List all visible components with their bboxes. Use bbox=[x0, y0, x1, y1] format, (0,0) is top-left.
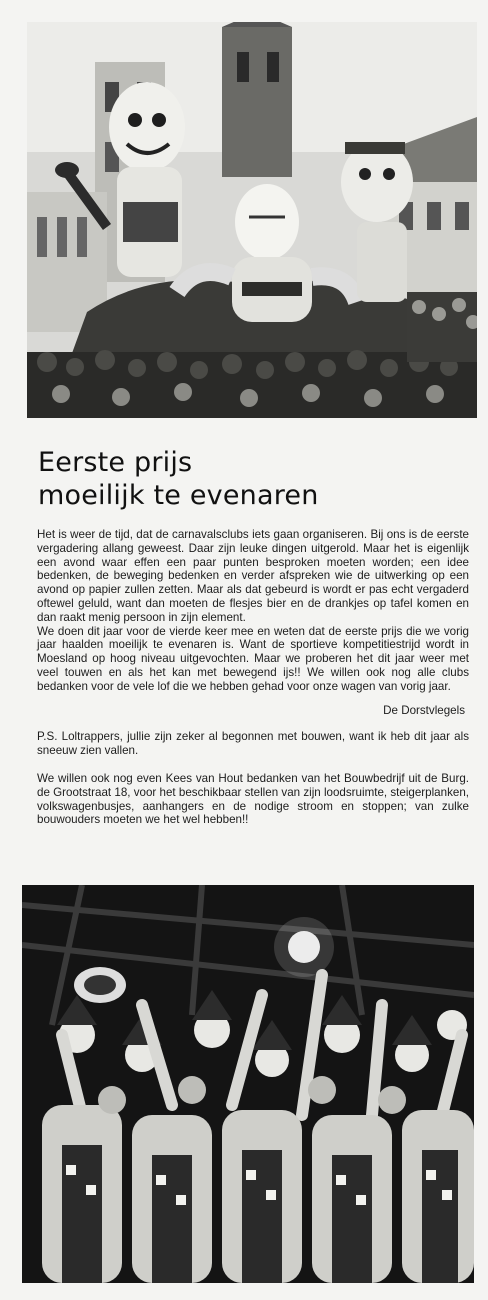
body-paragraph-1: Het is weer de tijd, dat de carnavalsclubs iets gaan organiseren. Bij ons is de eerste vergadering allang geweest. Daar zijn leuke dingen uitgerold. Maar het is eigenlijk een avond waar effen een paar punten besproken moeten worden; een idee bedenken, de beweging bedenken en verder afspreken wie de uitwerking op een avond op papier zullen zetten. Maar als dat gebeurd is wordt er pas echt vergaderd oftewel geluld, want dan moeten de flesjes bier en de drankjes op tafel komen en dan raakt menig persoon in zijn element. bbox=[37, 528, 469, 624]
postscript: P.S. Loltrappers, jullie zijn zeker al begonnen met bouwen, want ik heb dit jaar als sneeuw zien vallen. bbox=[37, 730, 469, 758]
body-paragraph-2: We doen dit jaar voor de vierde keer mee en weten dat de eerste prijs die we vorig jaar haalden moeilijk te evenaren is. Want de sportieve kompetitiestrijd wordt in Moesland op hoog niveau uitgevochten. Maar we proberen het dit jaar weer met veel touwen en als het kan met bewegend ijs!! We willen ook nog alle clubs bedanken voor de vele lof die we hebben gehad voor onze wagen van vorig jaar. bbox=[37, 624, 469, 693]
article-headline bbox=[38, 446, 458, 512]
thanks-paragraph: We willen ook nog even Kees van Hout bedanken van het Bouwbedrijf uit de Burg. de Grootstraat 18, voor het beschikbaar stellen van zijn loodsruimte, steigerplanken, volkswagenbusjes, aanhangers en de nodige stroom en stoppen; van zulke bouwouders moeten we het wel hebben!! bbox=[37, 771, 469, 827]
signature: De Dorstvlegels bbox=[383, 703, 465, 717]
article-body bbox=[37, 528, 469, 827]
headline-line-2: moeilijk te evenaren bbox=[38, 480, 319, 511]
headline-line-1: Eerste prijs bbox=[38, 447, 193, 478]
carnival-party-photo bbox=[22, 885, 474, 1283]
carnival-float-photo bbox=[27, 22, 477, 418]
